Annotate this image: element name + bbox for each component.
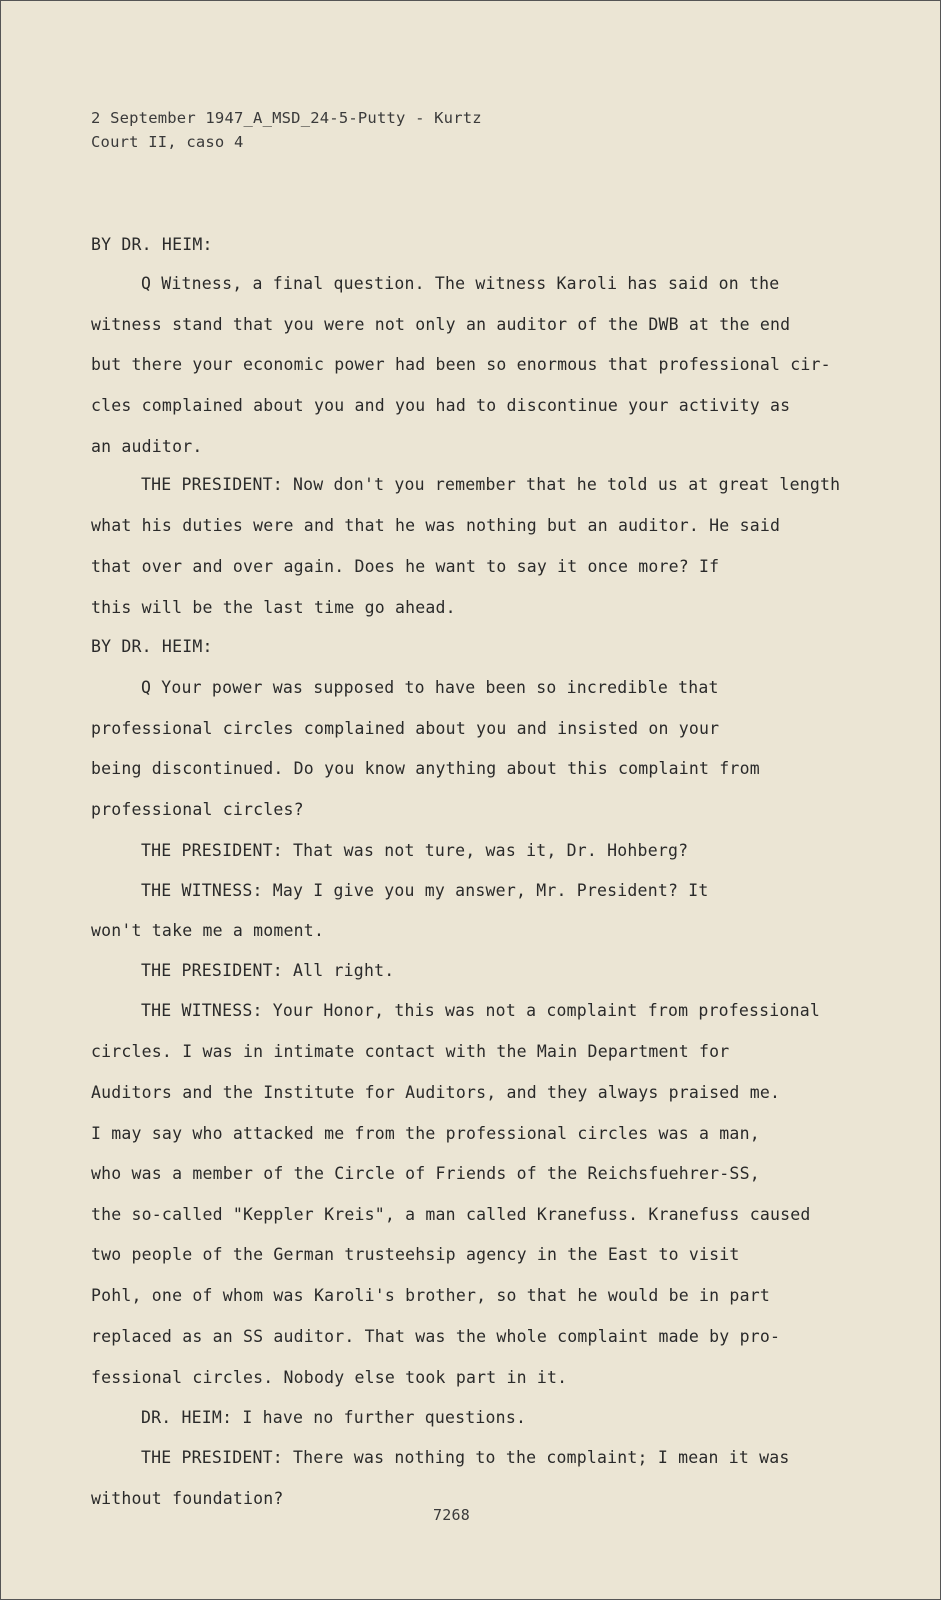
transcript-line: THE PRESIDENT: That was not ture, was it, Dr. Hohberg?	[141, 841, 689, 860]
transcript-line: fessional circles. Nobody else took part in it.	[91, 1368, 568, 1387]
transcript-line: BY DR. HEIM:	[91, 637, 213, 656]
transcript-line: THE PRESIDENT: There was nothing to the complaint; I mean it was	[141, 1448, 790, 1467]
transcript-line: the so-called "Keppler Kreis", a man called Kranefuss. Kranefuss caused	[91, 1205, 811, 1224]
transcript-line: what his duties were and that he was nothing but an auditor. He said	[91, 516, 781, 535]
transcript-line: an auditor.	[91, 437, 203, 456]
transcript-line: witness stand that you were not only an auditor of the DWB at the end	[91, 315, 791, 334]
transcript-line: DR. HEIM: I have no further questions.	[141, 1408, 527, 1427]
transcript-line: won't take me a moment.	[91, 921, 325, 940]
transcript-line: cles complained about you and you had to discontinue your activity as	[91, 396, 791, 415]
transcript-line: BY DR. HEIM:	[91, 235, 213, 254]
transcript-line: that over and over again. Does he want to say it once more? If	[91, 557, 720, 576]
transcript-line: but there your economic power had been so enormous that professional cir-	[91, 355, 831, 374]
transcript-line: THE WITNESS: Your Honor, this was not a complaint from professional	[141, 1001, 820, 1020]
transcript-line: who was a member of the Circle of Friends of the Reichsfuehrer-SS,	[91, 1164, 760, 1183]
transcript-line: I may say who attacked me from the professional circles was a man,	[91, 1124, 760, 1143]
transcript-line: THE PRESIDENT: Now don't you remember that he told us at great length	[141, 475, 841, 494]
transcript-line: professional circles?	[91, 800, 304, 819]
transcript-line: Pohl, one of whom was Karoli's brother, so that he would be in part	[91, 1286, 770, 1305]
transcript-line: THE WITNESS: May I give you my answer, Mr. President? It	[141, 881, 709, 900]
transcript-line: circles. I was in intimate contact with the Main Department for	[91, 1042, 730, 1061]
transcript-line: this will be the last time go ahead.	[91, 598, 456, 617]
page-number: 7268	[433, 1506, 470, 1524]
transcript-line: replaced as an SS auditor. That was the whole complaint made by pro-	[91, 1327, 781, 1346]
transcript-line: being discontinued. Do you know anything about this complaint from	[91, 759, 760, 778]
transcript-line: Q Your power was supposed to have been so incredible that	[141, 678, 719, 697]
transcript-line: two people of the German trusteehsip agency in the East to visit	[91, 1245, 740, 1264]
transcript-line: Auditors and the Institute for Auditors, and they always praised me.	[91, 1083, 781, 1102]
transcript-line: professional circles complained about you and insisted on your	[91, 719, 720, 738]
header-line-1: 2 September 1947_A_MSD_24-5-Putty - Kurtz	[91, 109, 482, 127]
transcript-line: Q Witness, a final question. The witness Karoli has said on the	[141, 274, 780, 293]
header-line-2: Court II, caso 4	[91, 133, 244, 151]
transcript-line: THE PRESIDENT: All right.	[141, 961, 395, 980]
transcript-line: without foundation?	[91, 1489, 284, 1508]
